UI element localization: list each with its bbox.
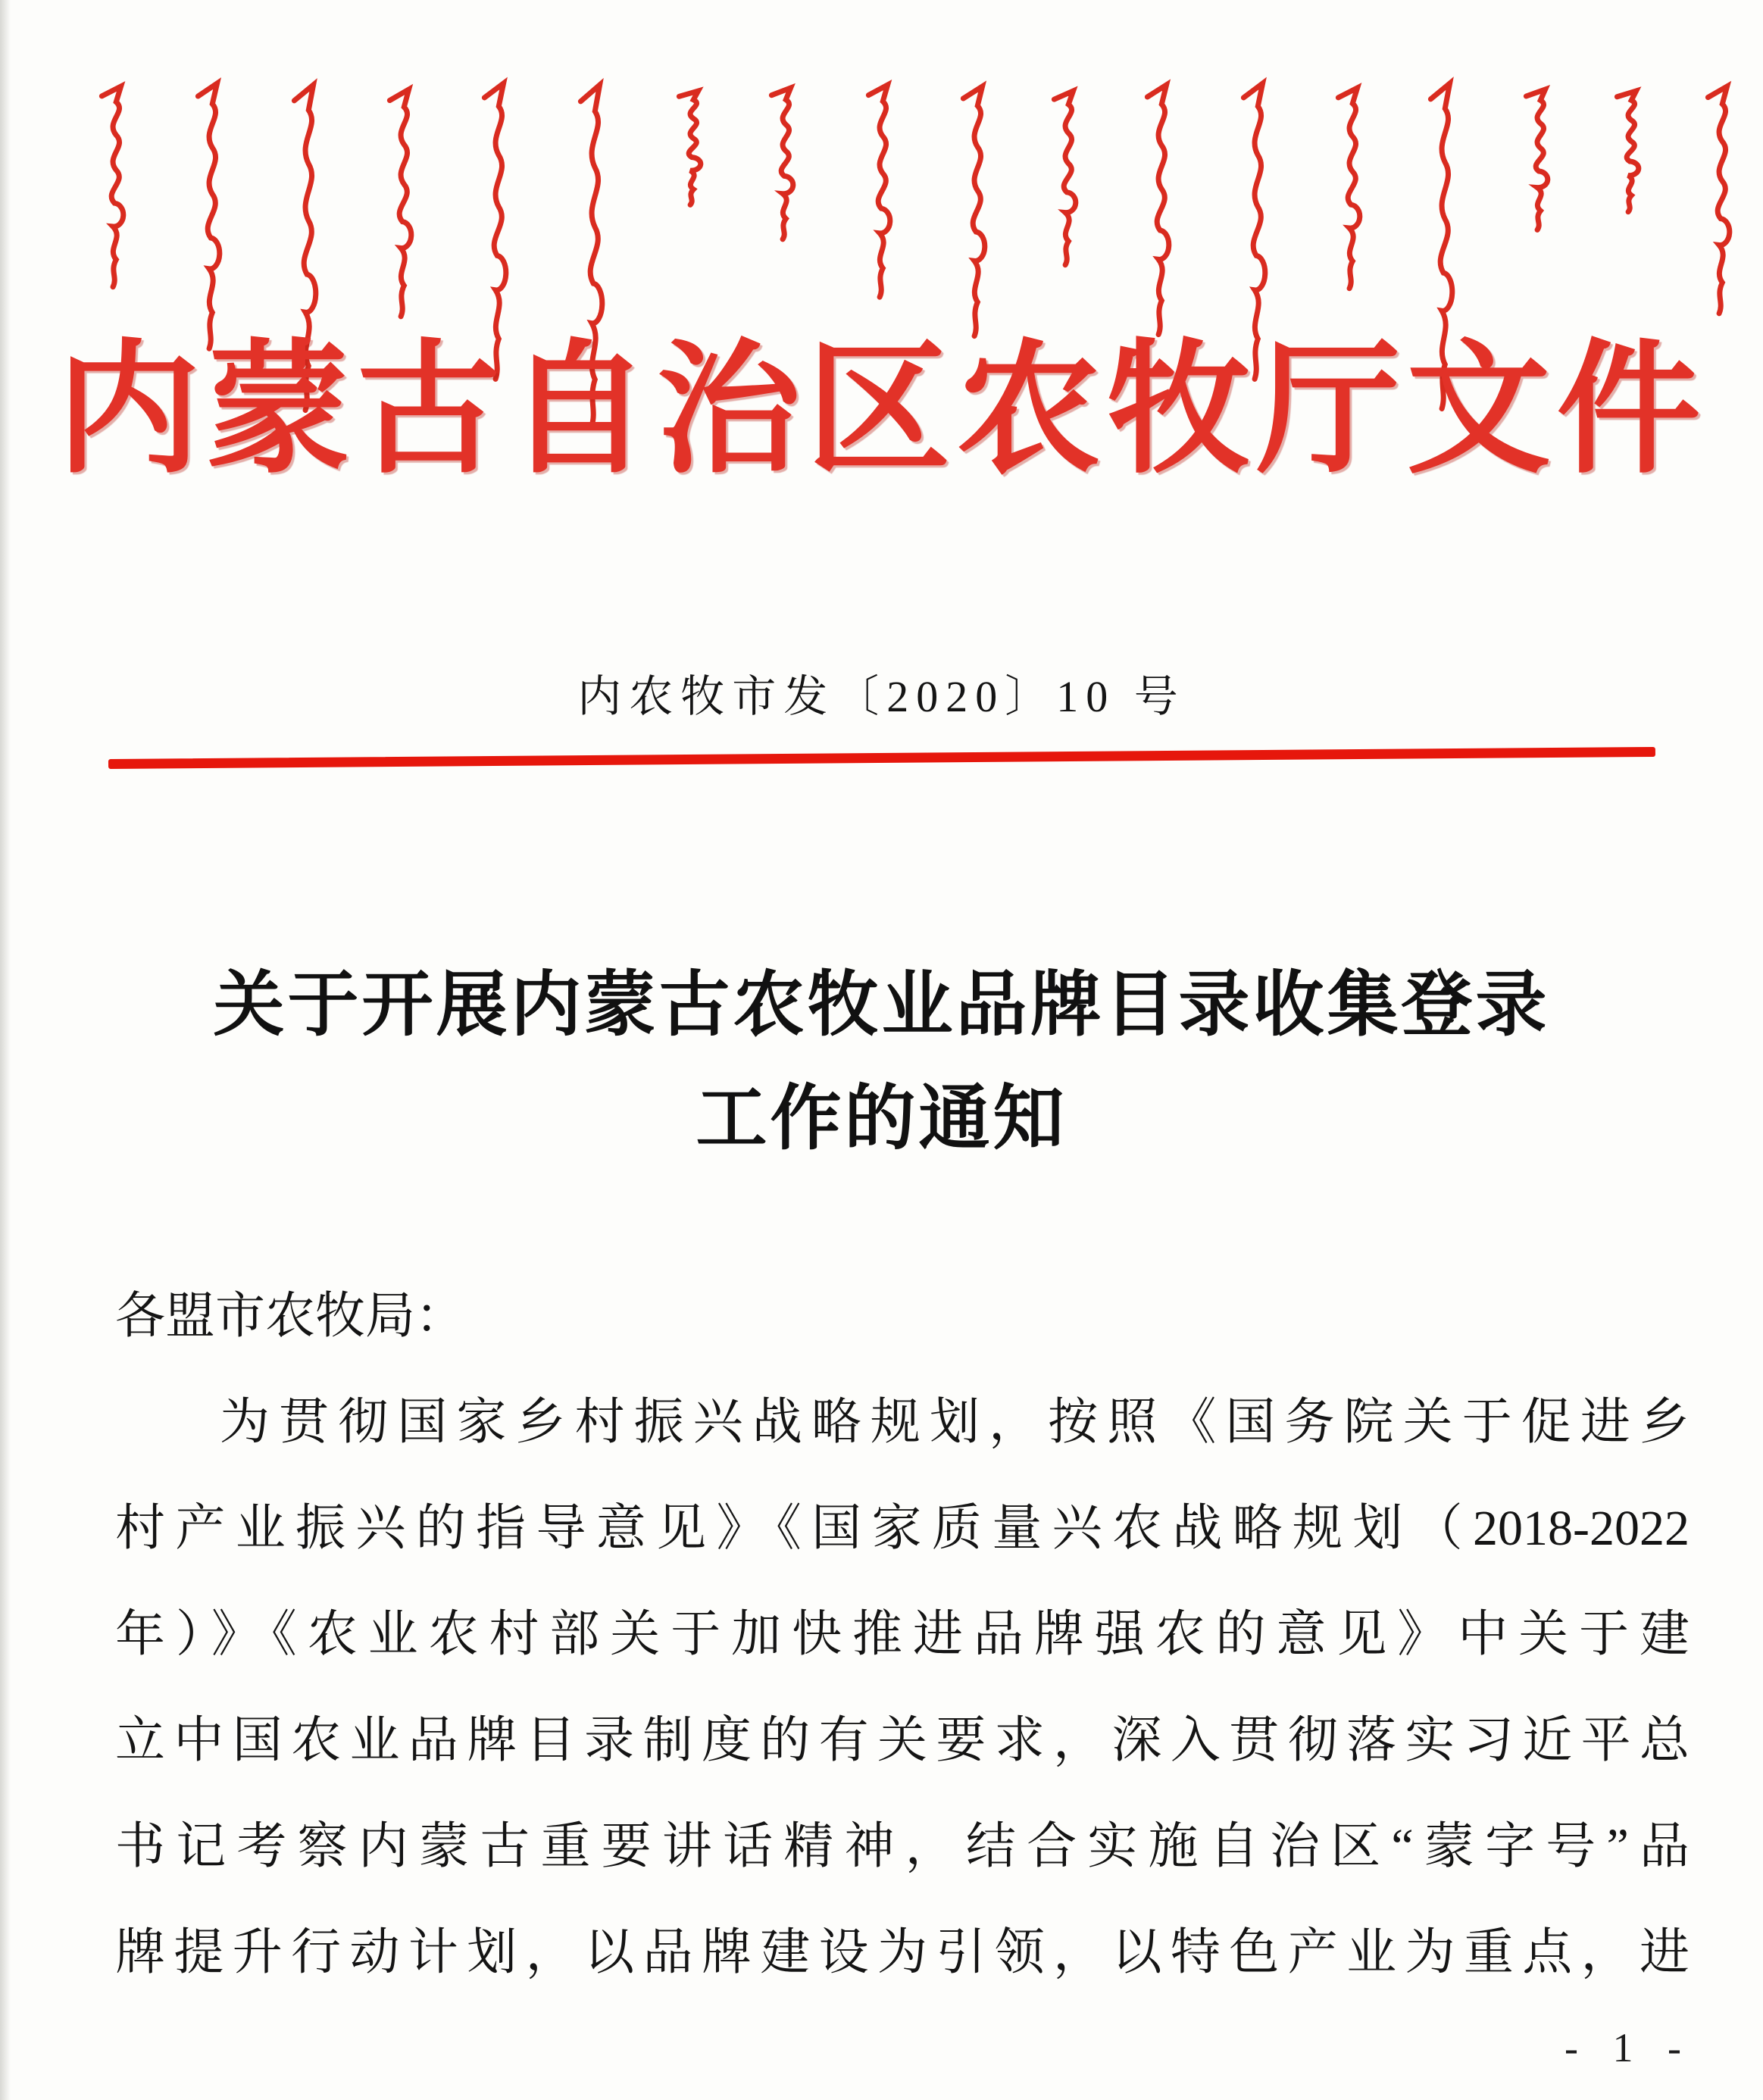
body-line: 书记考察内蒙古重要讲话精神，结合实施自治区“蒙字号”品	[115, 1819, 1690, 1874]
notice-title-line1: 关于开展内蒙古农牧业品牌目录收集登录	[213, 966, 1550, 1045]
agency-masthead-title: 内蒙古自治区农牧厅文件	[56, 332, 1707, 491]
salutation-line: 各盟市农牧局：	[115, 1289, 465, 1344]
body-line: 年）》《农业农村部关于加快推进品牌强农的意见》中关于建	[115, 1607, 1690, 1662]
body-text	[115, 1264, 1690, 2006]
body-line: 牌提升行动计划，以品牌建设为引领，以特色产业为重点，进	[115, 1925, 1690, 1980]
red-separator-rule	[108, 747, 1655, 769]
notice-title	[0, 948, 1763, 1176]
body-line: 为贯彻国家乡村振兴战略规划，按照《国务院关于促进乡	[220, 1395, 1690, 1450]
page-number: - 1 -	[1565, 2025, 1693, 2070]
body-line: 村产业振兴的指导意见》《国家质量兴农战略规划（2018-2022	[115, 1501, 1690, 1556]
body-line: 立中国农业品牌目录制度的有关要求，深入贯彻落实习近平总	[115, 1713, 1690, 1768]
document-number: 内农牧市发〔2020〕10 号	[577, 672, 1186, 721]
notice-title-line2: 工作的通知	[696, 1080, 1067, 1158]
